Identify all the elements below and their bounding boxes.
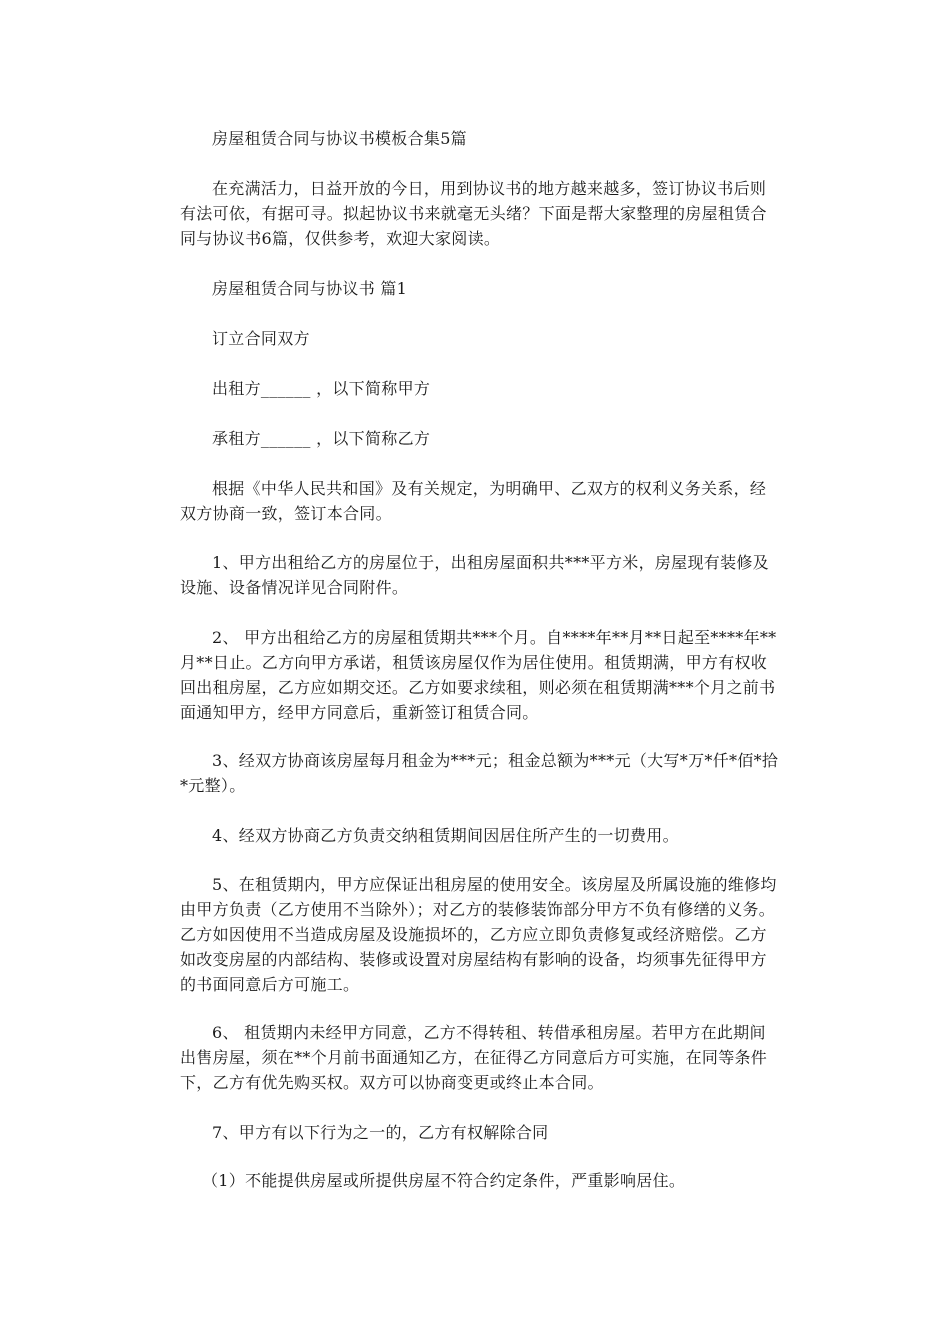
section-heading: 房屋租赁合同与协议书 篇1 bbox=[212, 279, 408, 298]
lessee-line: 承租方______ ，以下简称乙方 bbox=[212, 429, 431, 448]
preamble-paragraph: 根据《中华人民共和国》及有关规定，为明确甲、乙双方的权利义务关系，经双方协商一致，签订本合同。 bbox=[180, 479, 767, 523]
document-title: 房屋租赁合同与协议书模板合集5篇 bbox=[212, 129, 467, 148]
clause-6: 6、 租赁期内未经甲方同意，乙方不得转租、转借承租房屋。若甲方在此期间出售房屋，须在**个月前书面通知乙方，在征得乙方同意后方可实施，在同等条件下，乙方有优先购买权。双方可以协商变更或终止本合同。 bbox=[180, 1023, 768, 1092]
clause-1: 1、甲方出租给乙方的房屋位于，出租房屋面积共***平方米，房屋现有装修及设施、设备情况详见合同附件。 bbox=[180, 553, 769, 597]
parties-heading: 订立合同双方 bbox=[212, 329, 310, 348]
intro-paragraph: 在充满活力，日益开放的今日，用到协议书的地方越来越多，签订协议书后则有法可依，有据可寻。拟起协议书来就毫无头绪？下面是帮大家整理的房屋租赁合同与协议书6篇，仅供参考，欢迎大家阅读。 bbox=[180, 179, 767, 248]
clause-7-item-1: （1）不能提供房屋或所提供房屋不符合约定条件，严重影响居住。 bbox=[202, 1171, 686, 1190]
clause-4: 4、经双方协商乙方负责交纳租赁期间因居住所产生的一切费用。 bbox=[212, 826, 679, 845]
clause-5: 5、在租赁期内，甲方应保证出租房屋的使用安全。该房屋及所属设施的维修均由甲方负责（乙方使用不当除外）；对乙方的装修装饰部分甲方不负有修缮的义务。乙方如因使用不当造成房屋及设施损坏的，乙方应立即负责修复或经济赔偿。乙方如改变房屋的内部结构、装修或设置对房屋结构有影响的设备，均须事先征得甲方的书面同意后方可施工。 bbox=[180, 875, 777, 994]
clause-3: 3、经双方协商该房屋每月租金为***元；租金总额为***元（大写*万*仟*佰*拾*元整）。 bbox=[180, 751, 779, 795]
lessor-line: 出租方______ ，以下简称甲方 bbox=[212, 379, 431, 398]
clause-7: 7、甲方有以下行为之一的，乙方有权解除合同 bbox=[212, 1123, 549, 1142]
clause-2: 2、 甲方出租给乙方的房屋租赁期共***个月。自****年**月**日起至****年**月**日止。乙方向甲方承诺，租赁该房屋仅作为居住使用。租赁期满，甲方有权收回出租房屋，乙方应如期交还。乙方如要求续租，则必须在租赁期满***个月之前书面通知甲方，经甲方同意后，重新签订租赁合同。 bbox=[180, 628, 777, 722]
